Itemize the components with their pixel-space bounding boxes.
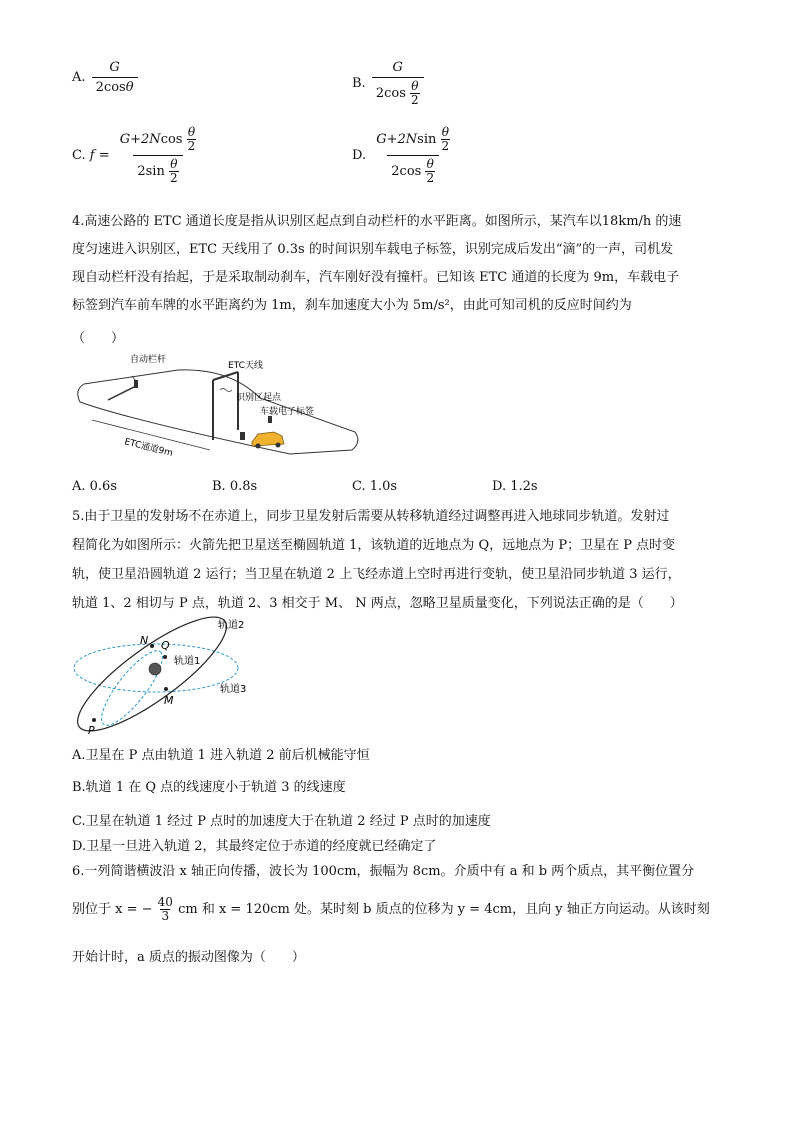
lane-length-label: ETC通道9m	[123, 437, 174, 459]
tag-label: 车载电子标签	[260, 407, 315, 417]
theta: θ	[187, 125, 196, 139]
start-post	[268, 416, 272, 423]
q6-text-line-2	[72, 896, 710, 923]
theta: θ	[441, 125, 449, 139]
denominator-fn: 2cos	[391, 164, 422, 179]
q4-option-a: A. 0.6s	[72, 479, 117, 494]
label-n: N	[140, 634, 149, 647]
point-m	[164, 687, 168, 691]
q5-option-a: A.卫星在 P 点由轨道 1 进入轨道 2 前后机械能守恒	[72, 748, 370, 763]
option-label: D.	[352, 148, 367, 163]
point-n	[150, 644, 154, 648]
fraction-40-3	[157, 896, 174, 923]
theta: θ	[125, 80, 134, 95]
option-label: C.	[72, 148, 86, 163]
lane-marker-post	[240, 432, 245, 440]
q4-text-line-1: 4.高速公路的 ETC 通道长度是指从识别区起点到自动栏杆的水平距离。如图所示，某汽车以18km/h 的速	[72, 214, 682, 229]
q5-text-line-4: 轨道 1、2 相切与 P 点，轨道 2、3 相交于 M、 N 两点，忽略卫星质量变化，下列说法正确的是（ ）	[72, 596, 683, 611]
theta: θ	[426, 157, 434, 171]
q5-text-line-2: 程简化为如图所示：火箭先把卫星送至椭圆轨道 1，该轨道的近地点为 Q，远地点为 P；卫星在 P 点时变	[72, 538, 676, 553]
earth-icon	[149, 663, 161, 675]
car-icon	[252, 432, 284, 449]
point-q	[163, 655, 167, 659]
option-label: B.	[352, 76, 366, 91]
half-theta	[410, 80, 420, 107]
q4-text-line-4: 标签到汽车前车牌的水平距离约为 1m，刹车加速度大小为 5m/s²，由此可知司机的反应时间约为	[72, 298, 632, 313]
start-label: 识别区起点	[236, 393, 282, 403]
orbit-figure	[68, 612, 268, 738]
antenna-signal-icon	[220, 389, 232, 392]
numerator: G	[109, 60, 120, 75]
denominator: 3	[161, 909, 170, 923]
lane-outline	[78, 370, 358, 454]
q5-text-line-3: 轨，使卫星沿圆轨道 2 运行；当卫星在轨道 2 上飞经赤道上空时再进行变轨，使卫星沿同步轨道 3 运行，	[72, 567, 681, 582]
denominator-fn: 2sin	[137, 164, 165, 179]
numerator-fn: cos	[160, 132, 183, 147]
numerator: 40	[157, 895, 173, 909]
numerator-a: G+2N	[376, 132, 418, 147]
q6-text-line-3: 开始计时，a 质点的振动图像为（ ）	[72, 950, 305, 965]
q6-line2-pre: 别位于 x = −	[72, 902, 153, 917]
barrier-post	[134, 380, 138, 388]
numerator-fn: sin	[417, 132, 437, 147]
q4-answer-paren: （ ）	[72, 331, 125, 346]
antenna-label: ETC天线	[228, 361, 263, 371]
label-q: Q	[161, 639, 170, 652]
two: 2	[411, 93, 419, 107]
lhs: f =	[89, 148, 110, 163]
option-label: A.	[72, 70, 86, 85]
denominator: 2cos	[375, 86, 406, 101]
q4-option-c: C. 1.0s	[352, 479, 398, 494]
q3-option-a	[72, 60, 138, 95]
label-orbit-3: 轨道3	[220, 684, 247, 695]
denominator: 2cos	[95, 80, 126, 95]
barrier-arm	[108, 386, 136, 400]
etc-lane-figure	[70, 350, 360, 462]
numerator: G	[392, 60, 403, 75]
q3-option-d	[352, 126, 454, 185]
q6-line2-post: cm 和 x = 120cm 处。某时刻 b 质点的位移为 y = 4cm，且向 y 轴正方向运动。从该时刻	[178, 902, 710, 917]
fraction	[92, 60, 138, 95]
point-p	[92, 718, 96, 722]
q4-option-b: B. 0.8s	[212, 479, 258, 494]
q3-option-c	[72, 126, 200, 185]
label-p: P	[88, 724, 95, 737]
q5-text-line-1: 5.由于卫星的发射场不在赤道上，同步卫星发射后需要从转移轨道经过调整再进入地球同步轨道。发射过	[72, 509, 670, 524]
fraction	[372, 60, 424, 107]
fraction	[116, 126, 201, 185]
numerator-a: G+2N	[119, 132, 161, 147]
two: 2	[169, 171, 178, 185]
two: 2	[426, 171, 435, 185]
q5-option-b: B.轨道 1 在 Q 点的线速度小于轨道 3 的线速度	[72, 780, 346, 795]
theta: θ	[170, 157, 178, 171]
label-m: M	[164, 694, 174, 707]
q5-option-c: C.卫星在轨道 1 经过 P 点时的加速度大于在轨道 2 经过 P 点时的加速度	[72, 814, 491, 829]
barrier-label: 自动栏杆	[130, 355, 167, 365]
theta: θ	[411, 79, 419, 93]
q5-option-d: D.卫星一旦进入轨道 2，其最终定位于赤道的经度就已经确定了	[72, 839, 437, 854]
q6-text-line-1: 6.一列简谐横波沿 x 轴正向传播，波长为 100cm，振幅为 8cm。介质中有 a 和 b 两个质点，其平衡位置分	[72, 864, 695, 879]
q4-text-line-3: 现自动栏杆没有抬起，于是采取制动刹车，汽车刚好没有撞杆。已知该 ETC 通道的长度为 9m，车载电子	[72, 270, 680, 285]
two: 2	[441, 139, 450, 153]
two: 2	[187, 139, 196, 153]
q3-option-b	[352, 60, 424, 107]
fraction	[372, 126, 454, 185]
q4-text-line-2: 度匀速进入识别区，ETC 天线用了 0.3s 的时间识别车载电子标签，识别完成后发出“滴”的一声，司机发	[72, 242, 674, 257]
label-orbit-2: 轨道2	[218, 620, 245, 631]
label-orbit-1: 轨道1	[174, 656, 201, 667]
q4-option-d: D. 1.2s	[492, 479, 538, 494]
